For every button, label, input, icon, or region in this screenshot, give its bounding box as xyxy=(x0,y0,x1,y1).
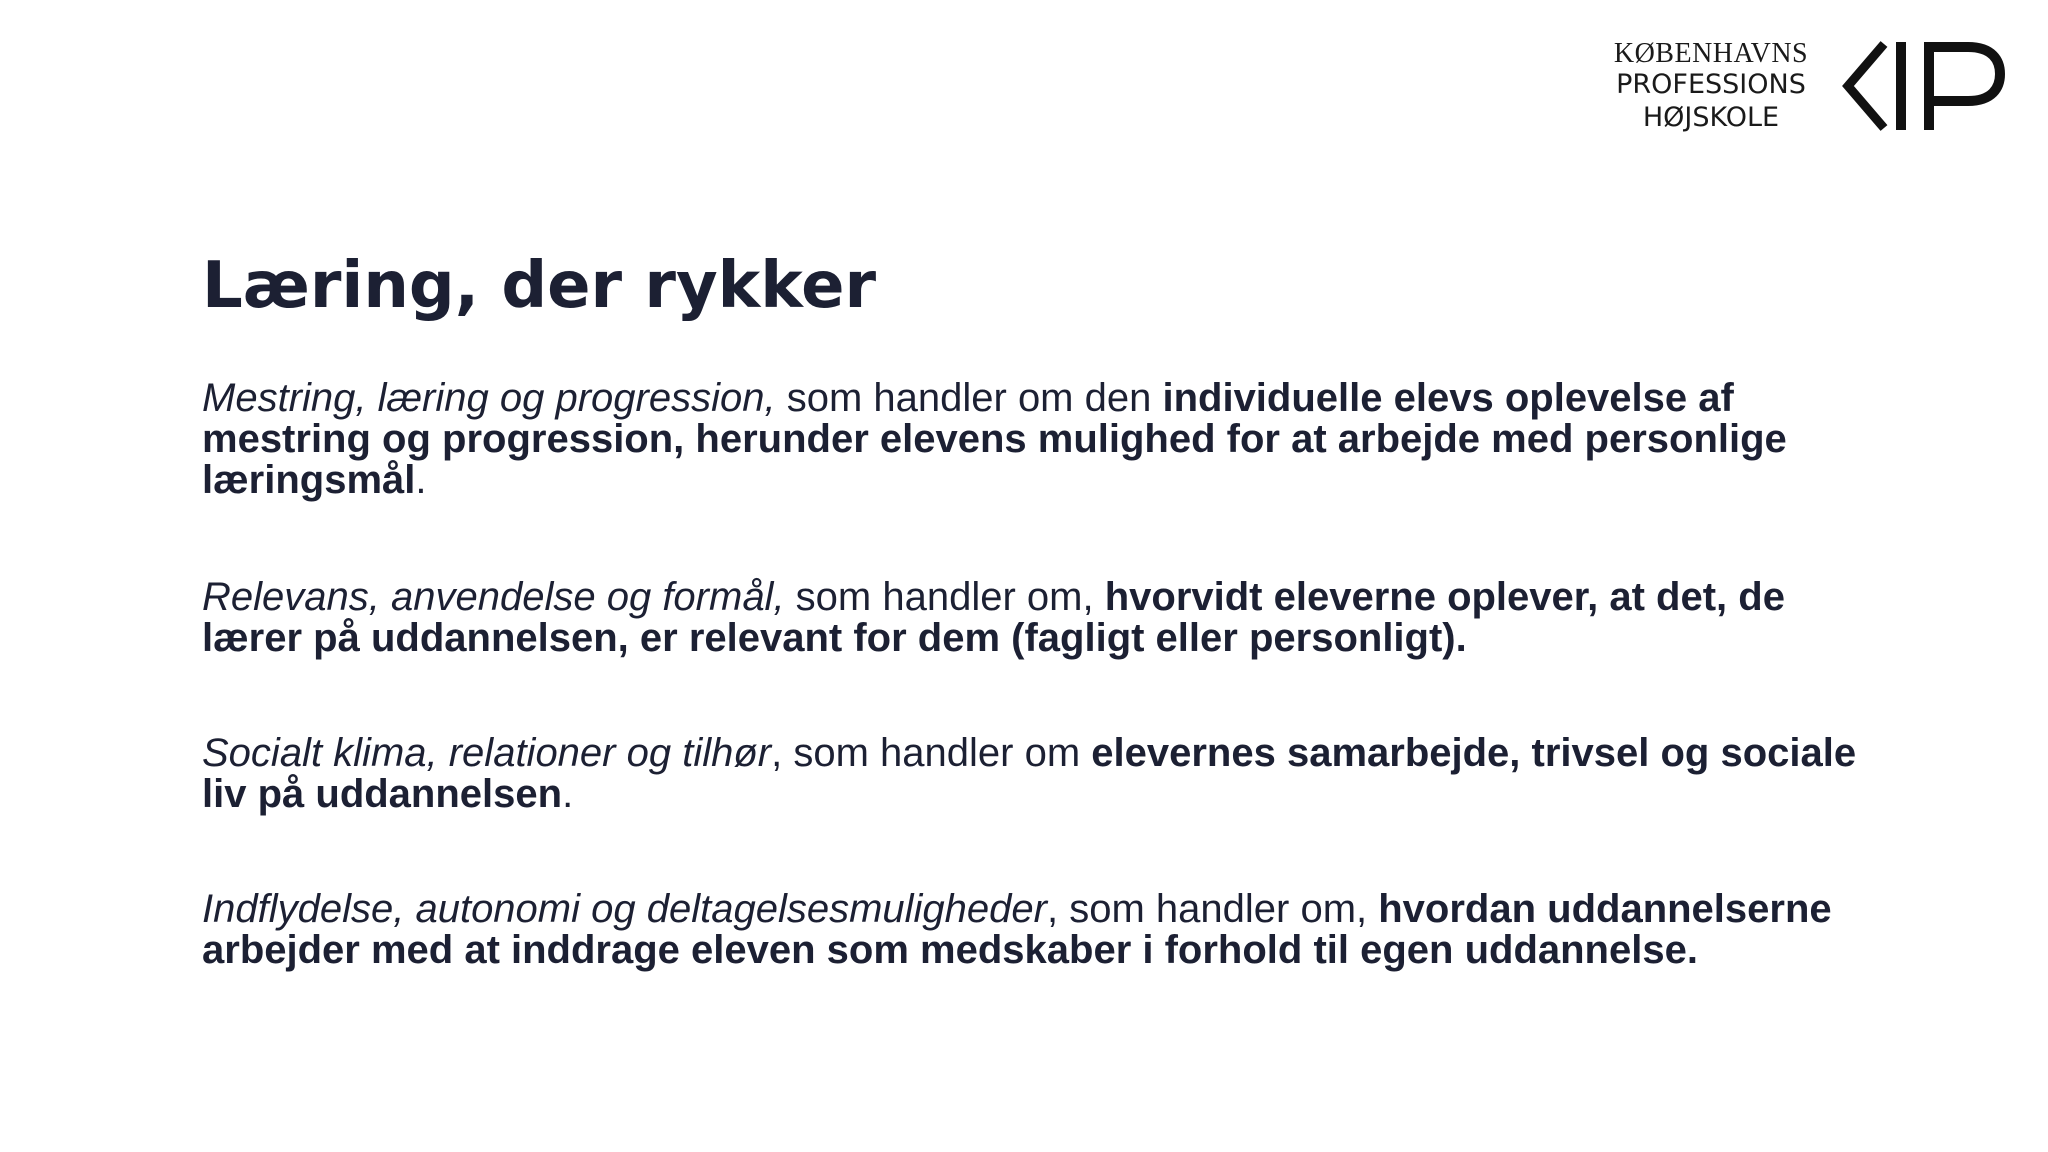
paragraph-bold-text: individuelle elevs oplevelse af mestring og progression, herunder elevens mulighed for at arbejde med personlige læringsmål xyxy=(202,376,1787,502)
paragraph-bold-text: hvordan uddannelserne arbejder med at inddrage eleven som medskaber i forhold til egen uddannelse. xyxy=(202,887,1832,972)
paragraph-italic-lead: Relevans, anvendelse og formål, xyxy=(202,575,785,619)
paragraph-socialt-klima xyxy=(202,733,1882,815)
paragraph-normal-text: , som handler om xyxy=(771,731,1092,775)
paragraph-end: . xyxy=(562,772,574,816)
paragraph-bold-text: hvorvidt eleverne oplever, at det, de lærer på uddannelsen, er relevant for dem (fagligt eller personligt). xyxy=(202,575,1785,660)
kp-monogram-icon xyxy=(1840,40,2005,132)
logo-line-1: KØBENHAVNS xyxy=(1613,38,1809,69)
paragraph-normal-text: , som handler om, xyxy=(1046,887,1379,931)
paragraph-italic-lead: Mestring, læring og progression, xyxy=(202,376,776,420)
slide-title: Læring, der rykker xyxy=(202,249,877,323)
logo-wordmark xyxy=(1590,40,1832,134)
paragraph-relevans xyxy=(202,577,1882,659)
kp-logo xyxy=(1590,40,2005,132)
paragraph-italic-lead: Socialt klima, relationer og tilhør xyxy=(202,731,772,775)
paragraph-normal-text: som handler om, xyxy=(784,575,1105,619)
paragraph-bold-text: elevernes samarbejde, trivsel og sociale liv på uddannelsen xyxy=(202,731,1857,816)
paragraph-italic-lead: Indflydelse, autonomi og deltagelsesmuligheder xyxy=(202,887,1047,931)
logo-line-3: HØJSKOLE xyxy=(1642,102,1780,133)
paragraph-mestring xyxy=(202,378,1882,501)
logo-line-2: PROFESSIONS xyxy=(1616,69,1806,100)
paragraph-end: . xyxy=(415,458,427,502)
paragraph-normal-text: som handler om den xyxy=(775,376,1163,420)
paragraph-indflydelse xyxy=(202,889,1882,971)
